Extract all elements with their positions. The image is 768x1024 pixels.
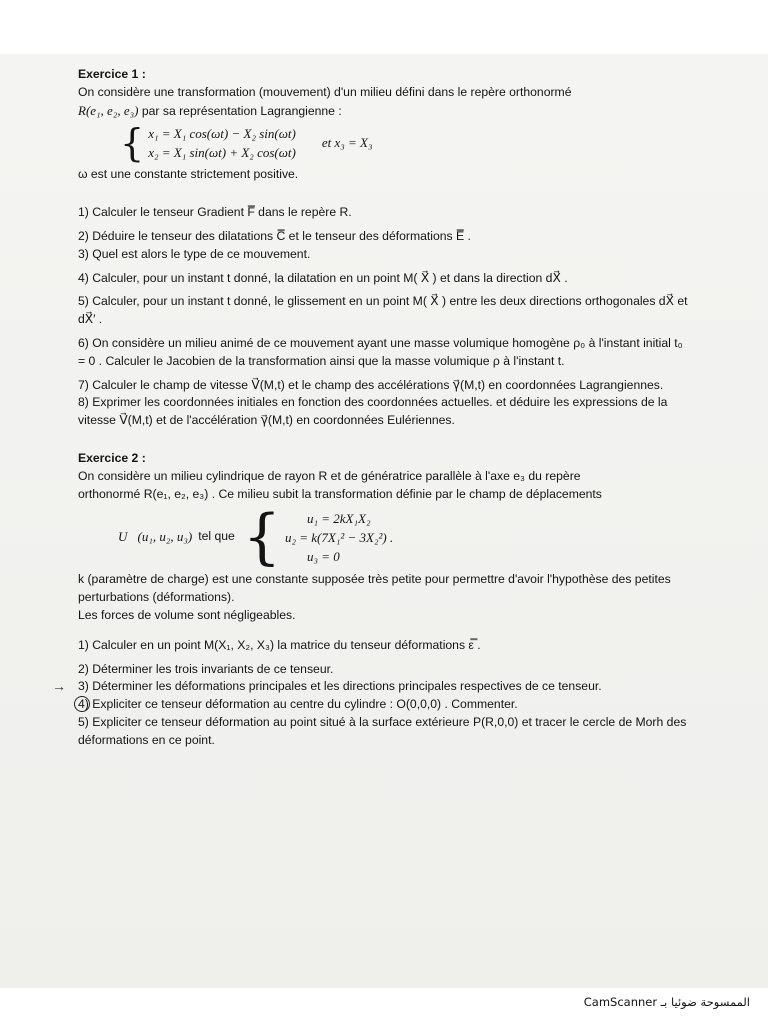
equation-x2: x₂ = X₁ sin(ωt) + X₂ cos(ωt) [148,145,296,161]
ex1-question-1: 1) Calculer le tenseur Gradient F̿ dans le repère R. [78,205,352,220]
ex1-question-7: 7) Calculer le champ de vitesse V⃗(M,t) et le champ des accélérations γ⃗(M,t) en coordonnées Lagrangiennes. [78,377,664,392]
ex1-question-8: 8) Exprimer les coordonnées initiales en fonction des coordonnées actuelles. et déduire les expressions de la vitesse V⃗(M,t) et de l'accélération γ⃗(M,t) en coordonnées Eulériennes. [78,395,668,428]
displacement-vector: U⃗(u₁, u₂, u₃) [118,529,193,545]
equation-u1: u₁ = 2kX₁X₂ [307,510,371,526]
equations [148,124,296,162]
ex2-question-1: 1) Calculer en un point M(X₁, X₂, X₃) la matrice du tenseur déformations ε̿ . [78,637,481,652]
lagrangian-system [120,121,690,166]
equation-x1: x₁ = X₁ cos(ωt) − X₂ sin(ωt) [148,126,296,142]
exercise-1-intro-2 [78,102,690,121]
equation-u3: u₃ = 0 [307,548,340,564]
handwritten-circle-icon [74,696,90,712]
ex1-question-4: 4) Calculer, pour un instant t donné, la dilatation en un point M( X⃗ ) et dans la direction dX⃗ . [78,270,568,285]
exercise-1-intro: On considère une transformation (mouvement) d'un milieu défini dans le repère orthonormé [78,84,572,99]
camscanner-watermark: CamScanner الممسوحة ضوئيا بـ [583,995,750,1009]
frame-R: R(e₁, e₂, e₃) [78,102,139,118]
equation-x3: et x₃ = X₃ [321,135,373,151]
left-brace: { [120,121,145,166]
displacement-equations [285,509,393,566]
intro-text: par sa représentation Lagrangienne : [138,103,342,118]
ex1-question-2: 2) Déduire le tenseur des dilatations C̿ et le tenseur des déformations E̿ . [78,228,471,243]
handwritten-arrow-icon: → [52,678,66,695]
equation-u2: u₂ = k(7X₁² − 3X₂²) . [285,529,394,545]
exercise-1-title: Exercice 1 : [78,67,146,81]
ex2-question-5: 5) Expliciter ce tenseur déformation au point situé à la surface extérieure P(R,0,0) et tracer le cercle de Morh des déformations en ce point. [78,714,687,747]
exercise-2-intro: On considère un milieu cylindrique de rayon R et de génératrice parallèle à l'axe e₃ du repère [78,468,581,483]
k-parameter-note: k (paramètre de charge) est une constante supposée très petite pour permettre d'avoir l'hypothèse des petites perturbations (déformations). [78,572,671,605]
ex2-question-3 [52,678,690,696]
ex2-question-4 [78,696,690,714]
ex2-question-3-text: 3) Déterminer les déformations principales et les directions principales respectives de ce tenseur. [78,679,602,694]
ex1-question-5: 5) Calculer, pour un instant t donné, le glissement en un point M( X⃗ ) entre les deux directions orthogonales dX⃗ et dX⃗′ . [78,294,688,327]
top-margin [0,0,768,54]
left-brace: { [242,502,281,573]
document-content [52,66,690,750]
ex1-question-3: 3) Quel est alors le type de ce mouvement. [78,246,311,261]
ex2-question-4-text: 4) Expliciter ce tenseur déformation au centre du cylindre : O(0,0,0) . Commenter. [78,697,518,712]
exercise-2-title: Exercice 2 : [78,450,146,465]
exercise-2-intro-2: orthonormé R(e₁, e₂, e₃) . Ce milieu subit la transformation définie par le champ de déplacements [78,486,602,501]
omega-note: ω est une constante strictement positive. [78,167,299,182]
tel-que-label: tel que [198,529,235,544]
ex2-question-2: 2) Déterminer les trois invariants de ce tenseur. [78,661,334,676]
displacement-system [118,502,690,573]
ex1-question-6: 6) On considère un milieu animé de ce mouvement ayant une masse volumique homogène ρ₀ à l'instant initial t₀ = 0 . Calculer le Jacobien de la transformation ainsi que la masse volumique ρ à l'instant t. [78,335,683,368]
volume-forces-note: Les forces de volume sont négligeables. [78,607,296,622]
